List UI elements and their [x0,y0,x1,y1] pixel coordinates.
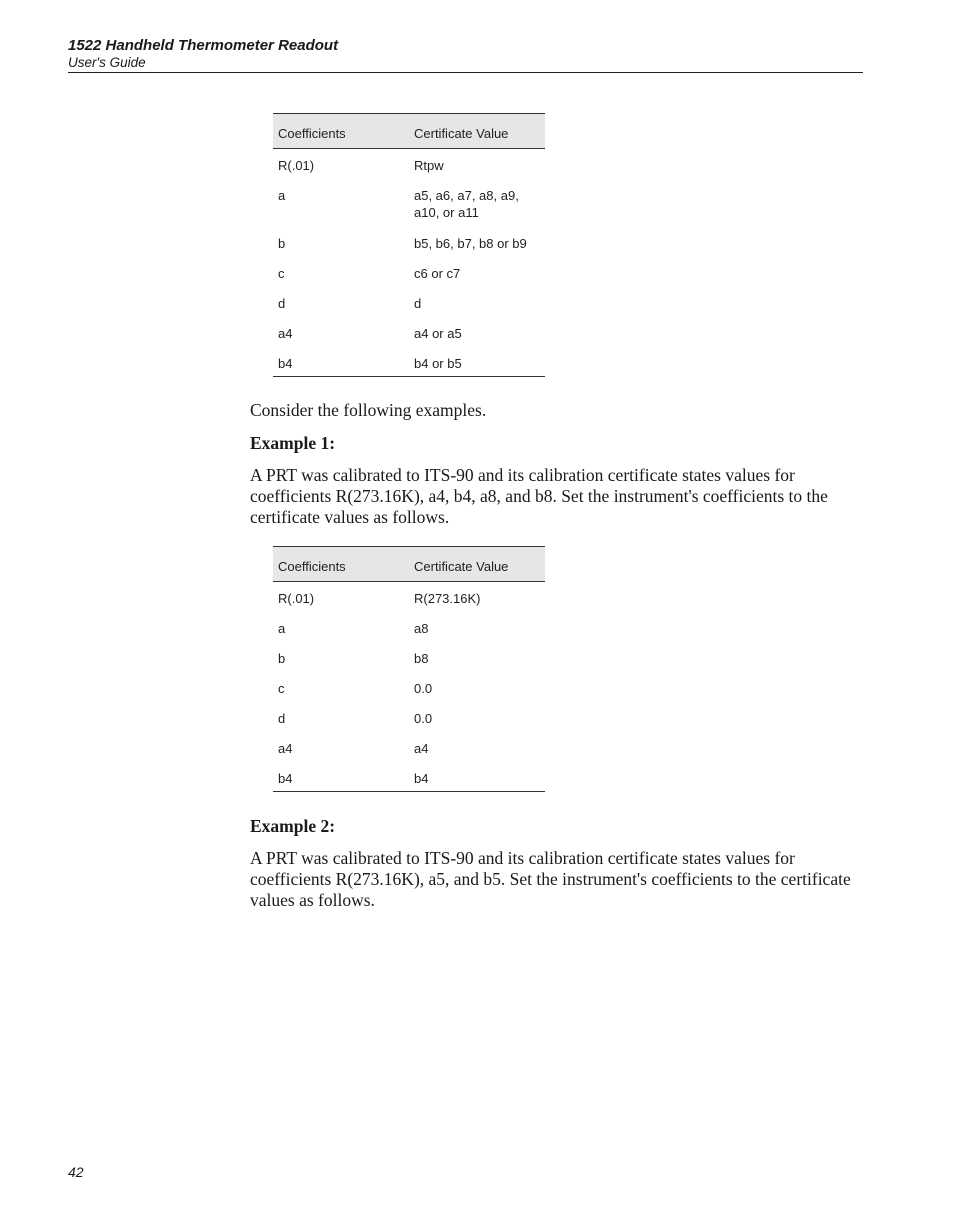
certificate-value-cell: 0.0 [414,680,433,696]
coefficient-cell: b [278,650,286,666]
table-row [273,732,545,762]
certificate-value-cell: Rtpw [414,158,444,173]
example-2-heading: Example 2: [250,816,336,836]
table-row [273,347,545,377]
coefficient-cell: b4 [273,762,414,792]
intro-paragraph: Consider the following examples. [250,400,487,420]
page-number: 42 [68,1164,84,1180]
certificate-value-cell: a4 [414,740,429,756]
example-1-heading: Example 1: [250,433,336,453]
table-row [273,287,545,317]
example-2-text: A PRT was calibrated to ITS-90 and its calibration certificate states values for coefficients R(273.16K), a5, and b5. Set the instrument's coefficients to the certificate values as follows. [250,848,851,910]
table-row [273,702,545,732]
coefficient-cell: c [278,265,285,281]
table-row [273,642,545,672]
certificate-value-cell: 0.0 [414,710,433,726]
table-row [273,612,545,642]
coefficient-cell: a4 [278,740,293,756]
table-row [273,582,545,612]
table-header-row [273,547,545,582]
certificate-value-cell: b8 [414,650,429,666]
coefficient-cell: b [278,235,286,251]
coefficient-cell: a [278,187,286,203]
example-1-text: A PRT was calibrated to ITS-90 and its calibration certificate states values for coefficients R(273.16K), a4, b4, a8, and b8. Set the instrument's coefficients to the certificate values as follows. [250,465,828,527]
certificate-value-cell: a8 [414,620,429,636]
certificate-value-cell: b5, b6, b7, b8 or b9 [414,235,527,251]
coefficient-cell: R(.01) [278,591,315,606]
table-row [273,227,545,257]
column-header-certificate-value: Certificate Value [414,114,545,149]
coefficients-table-general [273,113,545,377]
certificate-value-cell: a5, a6, a7, a8, a9, a10, or a11 [414,187,519,220]
column-header-coefficients: Coefficients [273,114,414,149]
coefficient-cell: d [278,295,286,311]
table-row [273,179,545,227]
certificate-value-cell: b4 or b5 [414,347,545,377]
coefficient-cell: d [278,710,286,726]
coefficient-cell: c [278,680,285,696]
certificate-value-cell: c6 or c7 [414,265,461,281]
coefficient-cell: a4 [278,325,293,341]
certificate-value-cell: b4 [414,762,545,792]
manual-subtitle: User's Guide [68,55,146,70]
column-header-certificate-value: Certificate Value [414,547,545,582]
certificate-value-cell: d [414,295,422,311]
table-row [273,672,545,702]
column-header-coefficients: Coefficients [273,547,414,582]
certificate-value-cell: a4 or a5 [414,325,462,341]
table-row [273,762,545,792]
table-row [273,149,545,179]
page-header [68,37,863,73]
coefficient-cell: R(.01) [278,158,315,173]
coefficient-cell: a [278,620,286,636]
table-header-row [273,114,545,149]
coefficient-cell: b4 [273,347,414,377]
coefficients-table-example-1 [273,546,545,792]
table-row [273,317,545,347]
manual-title: 1522 Handheld Thermometer Readout [68,37,339,54]
certificate-value-cell: R(273.16K) [414,591,481,606]
table-row [273,257,545,287]
